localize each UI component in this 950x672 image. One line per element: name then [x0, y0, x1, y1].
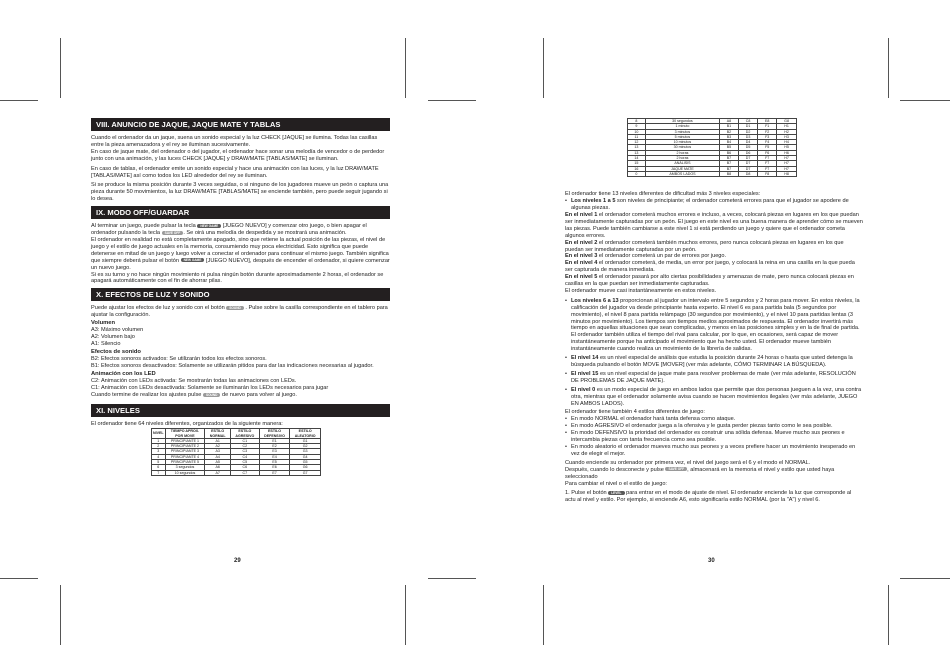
text: el ordenador cometerá también muchos errores, pero nunca colocará piezas en lugares en los que puedan ser inmediatamente capturadas por un peón.: [565, 239, 844, 253]
table-cell: B7: [720, 156, 739, 161]
save-off-button-icon: SAVE OFF: [162, 231, 184, 235]
text: el ordenador cometerá un par de errores por juego.: [598, 253, 727, 260]
step-item: [565, 490, 863, 504]
text: En modo AGRESIVO el ordenador juega a la ofensiva y le gusta perder piezas tanto como le sea posible.: [571, 423, 833, 430]
table-cell: E1: [259, 438, 290, 443]
table-cell: F7: [758, 156, 777, 161]
new-game-button-icon: NEW GAME: [197, 224, 221, 228]
sound-button-icon: SOUND: [226, 306, 244, 310]
table-cell: 2: [152, 444, 166, 449]
table-header: ESTILO NORMAL: [205, 429, 231, 439]
crop-mark: [405, 585, 406, 645]
table-cell: PRINCIPIANTE 4: [165, 454, 205, 459]
table-cell: D7: [738, 161, 757, 166]
paragraph: El ordenador tiene 13 niveles diferentes de dificultad más 3 niveles especiales:: [565, 191, 761, 198]
text: para entrar en el modo de ajuste de nivel. El ordenador enciende la luz que corresponde al actu al nivel y estilo. Por ejemplo, si enciende A6, esto significaría estilo NORMAL (por la "A") y nivel 6.: [565, 490, 852, 504]
table-cell: PRINCIPIANTE 5: [165, 460, 205, 465]
table-cell: F1: [758, 124, 777, 129]
section-title: IX. MODO OFF/GUARDAR: [91, 206, 390, 219]
paragraph: [565, 240, 863, 254]
list-item: A1: Silencio: [91, 340, 121, 347]
table-header: ESTILO ALEATORIO: [290, 429, 321, 439]
table-cell: A7: [205, 470, 231, 475]
table-header: NIVEL: [152, 429, 166, 439]
paragraph: [565, 274, 863, 288]
text: , almacenará en la memoria el nivel y estilo que usted haya seleccionado: [565, 466, 835, 480]
table-cell: 5: [152, 460, 166, 465]
text: . Se oirá una melodía de despedida y se mostrará una animación.: [183, 230, 347, 237]
table-cell: B3: [720, 134, 739, 139]
paragraph: [565, 467, 863, 481]
table-cell: D5: [738, 145, 757, 150]
table-cell: A6: [205, 465, 231, 470]
crop-mark: [60, 38, 61, 98]
paragraph: El ordenador tiene 64 niveles diferentes, organizados de la siguiente manera:: [91, 421, 283, 428]
bullet-item: [565, 444, 863, 458]
crop-mark: [543, 585, 544, 645]
crop-mark: [900, 578, 950, 579]
table-cell: C6: [230, 465, 259, 470]
bold-text: En el nivel 2: [565, 239, 598, 246]
paragraph: Si es su turno y no hace ningún movimiento ni pulsa ningún botón durante aproximadamente 2 horas, el ordenador se apagará automáticamente con el fin de ahorrar pilas.: [91, 271, 384, 285]
crop-mark: [543, 38, 544, 98]
bullet-icon: •: [565, 423, 567, 430]
table-cell: D7: [738, 156, 757, 161]
table-cell: 4: [152, 454, 166, 459]
bullet-item: [565, 387, 863, 408]
table-cell: C3: [230, 449, 259, 454]
table-cell: F7: [758, 166, 777, 171]
list-item: A2: Volumen bajo: [91, 334, 135, 341]
table-cell: 9: [628, 124, 646, 129]
levels-table-continued: [627, 118, 797, 177]
table-cell: A2: [205, 444, 231, 449]
text: son niveles de principiante; el ordenador cometerá errores para que el jugador se apodere de algunas piezas.: [571, 198, 849, 212]
table-cell: H7: [777, 161, 797, 166]
list-item: B2: Efectos sonoros activados: Se utilizarán todos los efectos sonoros.: [91, 355, 267, 362]
table-cell: 30 segundos: [645, 119, 719, 124]
left-page: [91, 118, 390, 476]
table-cell: H3: [777, 134, 797, 139]
table-cell: D6: [738, 150, 757, 155]
table-cell: E5: [259, 460, 290, 465]
table-cell: D8: [738, 171, 757, 176]
bullet-item: [565, 198, 863, 212]
text: Puede ajustar los efectos de luz y sonido con el botón: [91, 305, 225, 312]
table-cell: 2 horas: [645, 156, 719, 161]
table-cell: G4: [290, 454, 321, 459]
table-cell: PRINCIPIANTE 2: [165, 444, 205, 449]
table-cell: G8: [777, 119, 797, 124]
new-game-button-icon: NEW GAME: [181, 258, 205, 262]
table-cell: 8: [628, 119, 646, 124]
table-cell: 12: [628, 140, 646, 145]
table-cell: F8: [758, 171, 777, 176]
section-title: X. EFECTOS DE LUZ Y SONIDO: [91, 288, 390, 301]
table-cell: 2 horas: [645, 150, 719, 155]
text: de nuevo para volver al juego.: [222, 392, 297, 399]
table-cell: B4: [720, 140, 739, 145]
table-cell: B2: [720, 129, 739, 134]
table-cell: H7: [777, 166, 797, 171]
table-cell: E8: [758, 119, 777, 124]
table-cell: 7: [152, 470, 166, 475]
table-cell: H2: [777, 129, 797, 134]
level-button-icon: LEVEL: [608, 491, 624, 495]
bold-text: En el nivel 3: [565, 253, 598, 260]
levels-table: [151, 428, 321, 476]
table-cell: E4: [259, 454, 290, 459]
table-cell: D1: [738, 124, 757, 129]
crop-mark: [888, 585, 889, 645]
crop-mark: [60, 585, 61, 645]
bullet-item: [565, 416, 863, 423]
bullet-icon: •: [565, 370, 567, 377]
table-cell: B5: [720, 145, 739, 150]
paragraph: En caso de tablas, el ordenador emite un sonido especial y hace una animación con las luces, y la luz DRAW/MATE [TABLAS/MATE] así como todos los LED alrededor del rey se iluminan.: [91, 165, 379, 179]
table-cell: G2: [290, 444, 321, 449]
text: [JUEGO NUEVO], después de encender el ordenador, si quiere comenzar un nuevo juego.: [91, 257, 390, 271]
text: Al terminar un juego, puede pulsar la tecla: [91, 223, 196, 230]
bold-text: Los niveles 1 a 5: [571, 198, 616, 205]
bullet-icon: •: [565, 386, 567, 393]
table-cell: C4: [230, 454, 259, 459]
page-number: 30: [708, 558, 715, 564]
table-cell: B1: [720, 124, 739, 129]
text: . Pulse sobre la casilla correspondiente en el tablero para ajustar la configuración.: [91, 305, 388, 319]
table-cell: 3: [152, 449, 166, 454]
text: En modo aleatorio el ordenador mueves mucho sus peones y a veces prefiere hacer un movimiento inesperado en vez de elegir el mejor.: [571, 443, 856, 457]
crop-mark: [0, 578, 38, 579]
crop-mark: [428, 578, 476, 579]
table-cell: B7: [720, 161, 739, 166]
table-cell: 30 minutos: [645, 145, 719, 150]
table-cell: D2: [738, 129, 757, 134]
list-item: C2: Animación con LEDs activada: Se mostrarán todas las animaciones con LEDs.: [91, 377, 297, 384]
table-cell: G6: [290, 465, 321, 470]
table-cell: F5: [758, 145, 777, 150]
table-row: [152, 470, 321, 475]
paragraph: El ordenador tiene también 4 estilos diferentes de juego:: [565, 409, 705, 416]
table-cell: A3: [205, 449, 231, 454]
text: es un nivel especial de análisis que estudia la posición durante 24 horas o hasta que usted detenga la búsqueda pulsando el botón MOVE [MOVER] (ver más adelante, CÓMO TERMINAR LA BÚSQUEDA).: [571, 355, 853, 369]
crop-mark: [888, 38, 889, 98]
subheading: Animación con los LED: [91, 370, 156, 377]
paragraph: En caso de jaque mate, del ordenador o del jugador, el ordenador hace sonar una melodía de vencedor o de perdedor junto con una animación, y las luces CHECK [JAQUE] y DRAW/MATE [TABLAS/MATE] se iluminan.: [91, 148, 385, 162]
save-off-button-icon: SAVE OFF: [665, 467, 687, 471]
table-cell: A5: [205, 460, 231, 465]
text: [JUEGO NUEVO] y comenzar otro juego, o bien apagar el ordenador pulsando la tecla: [91, 223, 367, 237]
bold-text: En el nivel 4: [565, 260, 598, 267]
table-cell: H8: [777, 171, 797, 176]
paragraph: [91, 223, 390, 237]
table-header: ESTILO AGRESIVO: [230, 429, 259, 439]
table-cell: D7: [738, 166, 757, 171]
paragraph: Para cambiar el nivel o el estilo de juego:: [565, 480, 667, 487]
paragraph: Cuando el ordenador da un jaque, suena un sonido especial y la luz CHECK [JAQUE] se ilumina. Todas las casillas entre la pieza amenazadora y el rey se iluminan sucesivamente.: [91, 135, 378, 148]
table-cell: 1 minuto: [645, 124, 719, 129]
bold-text: El nivel 14: [571, 355, 599, 362]
table-cell: JAQUE MATE: [645, 166, 719, 171]
table-cell: E7: [259, 470, 290, 475]
table-cell: PRINCIPIANTE 3: [165, 449, 205, 454]
subheading: Efectos de sonido: [91, 348, 141, 355]
crop-mark: [405, 38, 406, 98]
paragraph: El ordenador mueve casi instantáneamente en estos niveles.: [565, 287, 717, 294]
paragraph: [565, 212, 863, 240]
paragraph: [565, 253, 863, 260]
list-item: C1: Animación con LEDs desactivada: Solamente se iluminarán los LEDs necesarios para jugar: [91, 384, 329, 391]
table-cell: C5: [230, 460, 259, 465]
bullet-icon: •: [565, 355, 567, 362]
list-item: A3: Máximo volumen: [91, 327, 144, 334]
table-cell: H1: [777, 124, 797, 129]
bullet-icon: •: [565, 443, 567, 450]
text: Después, cuando lo desconecte y pulse: [565, 466, 664, 473]
table-cell: 3 segundos: [165, 465, 205, 470]
table-cell: G3: [290, 449, 321, 454]
table-cell: B7: [720, 166, 739, 171]
table-cell: E3: [259, 449, 290, 454]
table-cell: B6: [720, 150, 739, 155]
table-header: ESTILO DEFENSIVO: [259, 429, 290, 439]
page-number: 29: [234, 558, 241, 564]
bold-text: El nivel 15: [571, 370, 599, 377]
table-cell: 11: [628, 134, 646, 139]
section-title: XI. NIVELES: [91, 404, 390, 417]
paragraph: [91, 305, 390, 319]
table-cell: 10 minutos: [645, 140, 719, 145]
table-cell: C1: [230, 438, 259, 443]
table-cell: 13: [628, 150, 646, 155]
table-cell: 5 minutos: [645, 134, 719, 139]
bullet-item: [565, 430, 863, 444]
bullet-item: [565, 355, 863, 369]
table-cell: 13: [628, 145, 646, 150]
text: proporcionan al jugador un intervalo entre 5 segundos y 2 horas para mover. En estos niveles, la calificación del jugador va desde principiante hasta experto. El nivel 6 es para partida bala (5 segundos por movimiento), el nivel 8 para partida relámpago (30 segundos por movimiento), y el nivel 10 para partidas lentas (3 minutos por movimiento). Los tiempos son tiempos medios aproximados de respuesta. El ordenador invertirá más tiempo en aquellas situaciones que sean complicadas, y menos en las posiciones simples y en la de final de partida. El ordenador también utiliza el tiempo del rival para calcular, por lo que, en ocasiones, será capaz de mover instantáneamente porque ha anticipado el movimiento que ha hecho usted. El ordenador mueve también instantáneamente cuando realiza un movimiento de la librería de salidas.: [571, 297, 860, 353]
text: el ordenador cometerá, de media, un error por juego, y colocará la reina en una casilla en la que pueda ser capturada de manera inmediata.: [565, 260, 855, 274]
crop-mark: [0, 100, 38, 101]
bullet-item: [565, 298, 863, 353]
table-cell: ANÁLISIS: [645, 161, 719, 166]
text: el ordenador pasará por alto ciertas posibilidades y amenazas de mate, pero nunca colocará piezas en casillas en la que puedan ser inmediatamente capturadas.: [565, 274, 854, 288]
table-cell: 3 minutos: [645, 129, 719, 134]
text: el ordenador cometerá muchos errores e incluso, a veces, colocará piezas en lugares en los que puedan ser inmediatamente capturadas por un peón. El juego en este nivel es una buena manera de aprender cómo se mueven las piezas. Puede también cambiarse a este nivel 1 si está perdiendo un juego y quiere que el ordenador cometa algunos errores.: [565, 211, 863, 239]
table-cell: C7: [230, 470, 259, 475]
list-item: B1: Efectos sonoros desactivados: Solamente se utilizarán pitidos para dar las indicaciones necesarias al jugador.: [91, 362, 374, 369]
table-cell: A1: [205, 438, 231, 443]
bullet-icon: •: [565, 198, 567, 205]
bullet-icon: •: [565, 416, 567, 423]
text: En modo NORMAL el ordenador hará tanta defensa como ataque.: [571, 416, 736, 423]
table-cell: 16: [628, 166, 646, 171]
text: El ordenador en realidad no está completamente apagado, sino que retiene la actual posición de las piezas, el nivel de juego y el estilo de juego actuales en la memoria, consumiendo muy poca electricidad. Esto significa que puede detenerse en mitad de un juego y luego volver a conectar el ordenador para continuar el mismo juego. También significa que siempre deberá pulsar el botón: [91, 236, 389, 264]
table-cell: C2: [230, 444, 259, 449]
text: es un modo especial de juego en ambos lados que permite que dos personas jueguen a la vez, una contra otra, mientras que el ordenador solamente avisa cuando se hacen movimientos ilegales (ver más adelante, JUEGO EN AMBOS LADOS).: [571, 386, 862, 407]
table-cell: D3: [738, 134, 757, 139]
table-cell: 1: [152, 438, 166, 443]
table-cell: A8: [720, 119, 739, 124]
bullet-icon: •: [565, 297, 567, 304]
table-cell: D4: [738, 140, 757, 145]
text: En modo DEFENSIVO la prioridad del ordenador es construir una sólida defensa. Mueve mucho sus peones e intercambia piezas con tanta frecuencia como sea posible.: [571, 430, 845, 444]
table-cell: F6: [758, 150, 777, 155]
table-cell: H5: [777, 145, 797, 150]
table-cell: AMBOS LADOS: [645, 171, 719, 176]
table-cell: 10: [628, 129, 646, 134]
paragraph: Cuando enciende su ordenador por primera vez, el nivel del juego será el 6 y el modo el NORMAL.: [565, 459, 811, 466]
table-cell: 6: [152, 465, 166, 470]
sound-button-icon: SOUND: [203, 393, 221, 397]
text: 1. Pulse el botón: [565, 490, 607, 497]
section-title: VIII. ANUNCIO DE JAQUE, JAQUE MATE Y TABLAS: [91, 118, 390, 131]
table-cell: F3: [758, 134, 777, 139]
table-cell: G5: [290, 460, 321, 465]
table-cell: F7: [758, 161, 777, 166]
table-row: [628, 171, 797, 176]
bullet-item: [565, 371, 863, 385]
bullet-icon: •: [565, 430, 567, 437]
right-page: [565, 118, 863, 507]
subheading: Volumen: [91, 320, 116, 327]
table-cell: B8: [720, 171, 739, 176]
bold-text: En el nivel 5: [565, 274, 598, 281]
bold-text: Los niveles 6 a 13: [571, 297, 619, 304]
text: es un nivel especial de jaque mate para resolver problemas de mate (ver más adelante, RESOLUCIÓN DE PROBLEMAS DE JAQUE MATE).: [571, 370, 856, 384]
table-cell: G7: [290, 470, 321, 475]
table-cell: 15: [628, 161, 646, 166]
table-cell: F2: [758, 129, 777, 134]
table-cell: H4: [777, 140, 797, 145]
table-cell: E6: [259, 465, 290, 470]
table-cell: F4: [758, 140, 777, 145]
table-cell: H6: [777, 150, 797, 155]
table-cell: C8: [738, 119, 757, 124]
table-cell: 14: [628, 156, 646, 161]
bold-text: En el nivel 1: [565, 211, 598, 218]
table-cell: 0: [628, 171, 646, 176]
table-cell: G1: [290, 438, 321, 443]
paragraph: Si se produce la misma posición durante 3 veces seguidas, o si ninguno de los jugadores mueve un peón o captura una pieza durante 50 movimientos, la luz DRAW/MATE [TABLAS/MATE] se enciende también, pero puede seguir jugando si lo desea.: [91, 182, 389, 203]
table-header: TIEMPO APROX. POR MOVE: [165, 429, 205, 439]
table-cell: E2: [259, 444, 290, 449]
bullet-item: [565, 423, 863, 430]
table-cell: 10 segundos: [165, 470, 205, 475]
paragraph: [91, 392, 390, 399]
paragraph: [565, 260, 863, 274]
text: Cuando termine de realizar los ajustes pulse: [91, 392, 202, 399]
table-cell: H7: [777, 156, 797, 161]
paragraph: [91, 237, 390, 272]
crop-mark: [428, 100, 476, 101]
crop-mark: [900, 100, 950, 101]
table-cell: A4: [205, 454, 231, 459]
table-cell: PRINCIPIANTE 1: [165, 438, 205, 443]
bold-text: El nivel 0: [571, 386, 596, 393]
table-header-row: [152, 429, 321, 439]
